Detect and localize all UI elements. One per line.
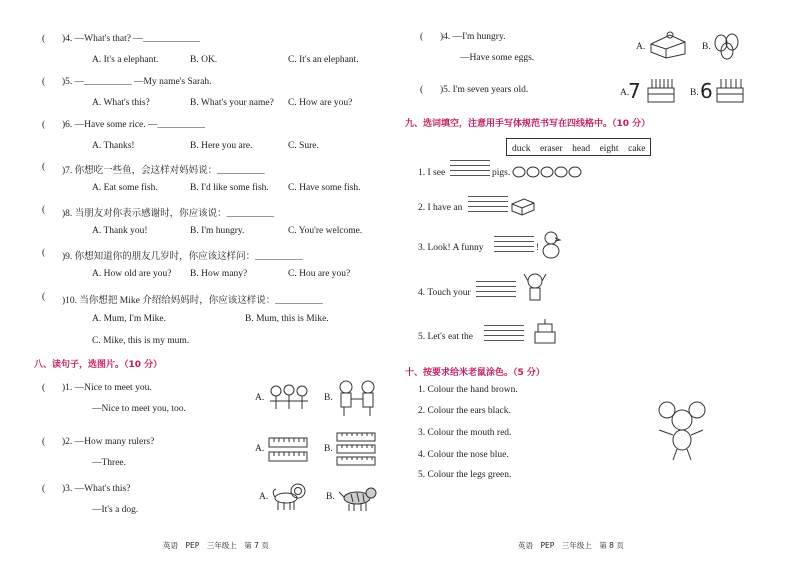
option-c: C. How are you? (288, 98, 353, 108)
answer-paren[interactable]: ( (420, 85, 424, 95)
colour-instruction-2: 2. Colour the ears black. (418, 406, 511, 416)
pic-label-a: A. (255, 393, 265, 403)
three-rulers-picture[interactable] (336, 432, 376, 468)
answer-paren[interactable]: ( (42, 34, 46, 44)
cake-picture[interactable] (532, 318, 558, 346)
answer-paren[interactable]: ( (42, 248, 46, 258)
s9-item-1-end: pigs. (492, 168, 511, 178)
question-9: )9. 你想知道你的朋友几岁时，你应该这样问：__________ (62, 252, 303, 262)
s9-item-3: 3. Look! A funny (418, 243, 484, 253)
boys-shaking-hands-picture[interactable] (335, 378, 379, 418)
mickey-mouse-picture[interactable] (655, 400, 709, 462)
option-a: A. Thanks! (92, 141, 135, 151)
pic-label-b: B. (324, 393, 333, 403)
answer-paren[interactable]: ( (42, 484, 46, 494)
cake-slice-picture[interactable] (648, 30, 688, 60)
question-5: )5. —__________ —My name's Sarah. (62, 77, 212, 87)
option-a: A. It's a elephant. (92, 55, 159, 65)
colour-instruction-1: 1. Colour the hand brown. (418, 385, 518, 395)
option-a: A. How old are you? (92, 269, 172, 279)
question-6: )6. —Have some rice. —__________ (62, 120, 205, 130)
page-footer: 英语 PEP 三年级上 第 8 页 (518, 541, 624, 550)
dog-picture[interactable] (337, 484, 379, 512)
option-c: C. Sure. (288, 141, 319, 151)
option-a: A. Eat some fish. (92, 183, 158, 193)
pic-label-a: A. (620, 88, 630, 98)
s8-item-3-line-1: )3. —What's this? (62, 484, 131, 494)
kids-greeting-picture[interactable] (266, 382, 312, 416)
option-b: B. I'd like some fish. (190, 183, 269, 193)
colour-instruction-4: 4. Colour the nose blue. (418, 450, 509, 460)
question-4: )4. —What's that? —____________ (62, 34, 200, 44)
answer-paren[interactable]: ( (420, 32, 424, 42)
option-b: B. How many? (190, 269, 248, 279)
s8-item-3-line-2: —It's a dog. (92, 505, 139, 515)
r-question-5: )5. I'm seven years old. (440, 85, 529, 95)
colour-instruction-5: 5. Colour the legs green. (418, 470, 512, 480)
s9-item-3-end: ! (536, 243, 540, 253)
writing-lines[interactable] (476, 281, 516, 297)
writing-lines[interactable] (468, 196, 508, 212)
answer-paren[interactable]: ( (42, 77, 46, 87)
section-10-title: 十、按要求给米老鼠涂色。（5 分） (405, 368, 545, 378)
writing-lines[interactable] (494, 236, 534, 252)
option-c: C. Have some fish. (288, 183, 361, 193)
writing-lines[interactable] (484, 325, 524, 341)
option-b: B. I'm hungry. (190, 226, 245, 236)
option-c: C. Hou are you? (288, 269, 351, 279)
answer-paren[interactable]: ( (42, 205, 46, 215)
answer-paren[interactable]: ( (42, 437, 46, 447)
pic-label-b: B. (690, 88, 699, 98)
birthday-cake-7-picture[interactable] (645, 74, 677, 104)
lion-picture[interactable] (270, 482, 310, 512)
s9-item-4: 4. Touch your (418, 288, 471, 298)
option-c: C. Mike, this is my mum. (92, 336, 190, 346)
question-8: )8. 当朋友对你表示感谢时，你应该说：__________ (62, 209, 275, 219)
option-a: A. Mum, I'm Mike. (92, 314, 167, 324)
colour-instruction-3: 3. Colour the mouth red. (418, 428, 512, 438)
word-bank: duck eraser head eight cake (506, 138, 651, 156)
eggs-picture[interactable] (712, 32, 742, 60)
s8-item-1-line-1: )1. —Nice to meet you. (62, 383, 152, 393)
section-8-title: 八、读句子，选图片。（10 分） (34, 360, 163, 370)
s8-item-2-line-2: —Three. (92, 458, 127, 468)
question-7: )7. 你想吃一些鱼，会这样对妈妈说：__________ (62, 166, 265, 176)
section-9-title: 九、选词填空，注意用手写体规范书写在四线格中。（10 分） (405, 119, 651, 129)
pic-label-b: B. (702, 42, 711, 52)
option-b: B. OK. (190, 55, 218, 65)
pic-label-b: B. (326, 492, 335, 502)
two-rulers-picture[interactable] (268, 435, 308, 465)
pic-label-a: A. (259, 492, 269, 502)
page-divider (400, 0, 401, 566)
pic-label-b: B. (324, 444, 333, 454)
option-c: C. You're welcome. (288, 226, 363, 236)
s8-item-1-line-2: —Nice to meet you, too. (92, 404, 186, 414)
option-b: B. Here you are. (190, 141, 253, 151)
pic-label-a: A. (636, 42, 646, 52)
option-b: B. What's your name? (190, 98, 274, 108)
r-question-4-line-2: —Have some eggs. (460, 53, 535, 63)
number-six: 6 (700, 79, 713, 103)
option-a: A. What's this? (92, 98, 150, 108)
r-question-4-line-1: )4. —I'm hungry. (440, 32, 506, 42)
answer-paren[interactable]: ( (42, 292, 46, 302)
number-seven: 7 (628, 79, 641, 103)
answer-paren[interactable]: ( (42, 162, 46, 172)
option-c: C. It's an elephant. (288, 55, 359, 65)
s9-item-5: 5. Let's eat the (418, 332, 473, 342)
eraser-picture[interactable] (510, 196, 536, 216)
answer-paren[interactable]: ( (42, 120, 46, 130)
s9-item-1: 1. I see (418, 168, 446, 178)
pigs-picture[interactable] (512, 164, 582, 180)
duck-picture[interactable] (540, 230, 562, 260)
question-10: )10. 当你想把 Mike 介绍给妈妈时，你应该这样说：__________ (62, 296, 323, 306)
s8-item-2-line-1: )2. —How many rulers? (62, 437, 155, 447)
pic-label-a: A. (255, 444, 265, 454)
s9-item-2: 2. I have an (418, 203, 463, 213)
page-footer: 英语 PEP 三年级上 第 7 页 (163, 541, 269, 550)
answer-paren[interactable]: ( (42, 383, 46, 393)
option-b: B. Mum, this is Mike. (245, 314, 329, 324)
child-touching-head-picture[interactable] (522, 272, 548, 304)
birthday-cake-6-picture[interactable] (714, 74, 746, 104)
option-a: A. Thank you! (92, 226, 148, 236)
writing-lines[interactable] (450, 160, 490, 176)
